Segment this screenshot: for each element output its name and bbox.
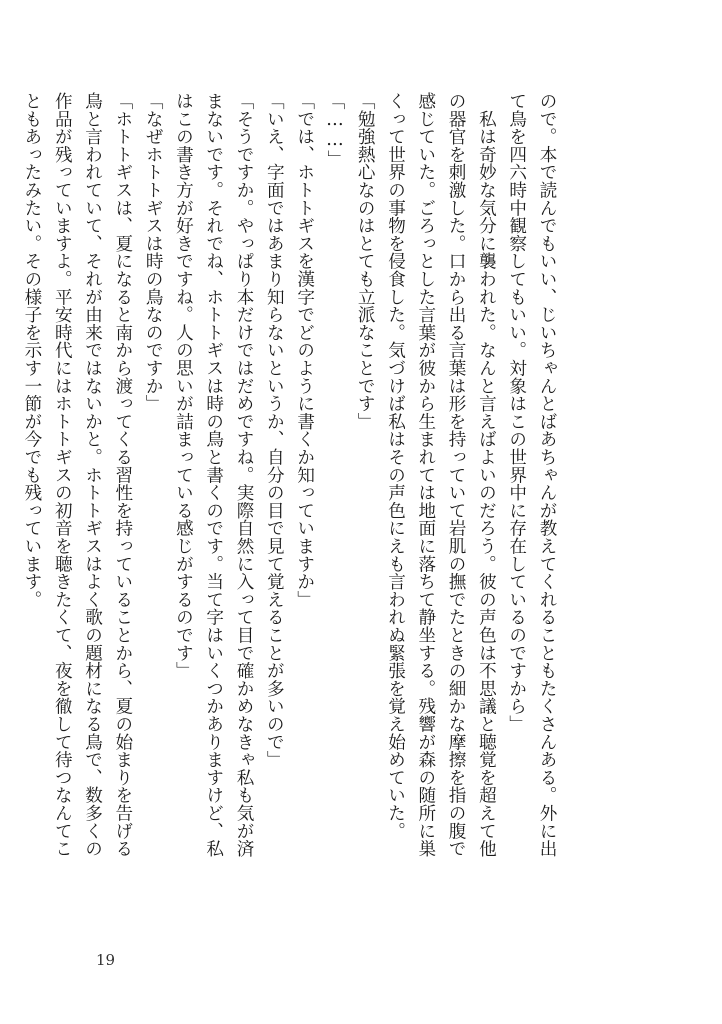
text-line: くって世界の事物を侵食した。気づけば私はその声色にえも言われぬ緊張を覚え始めていた。 bbox=[385, 92, 406, 840]
text-line: 「なぜホトトギスは時の鳥なのですか」 bbox=[143, 92, 164, 413]
text-line: 「では、ホトトギスを漢字でどのように書くか知っていますか」 bbox=[294, 92, 315, 609]
page-number: 19 bbox=[96, 951, 116, 969]
text-line: 「勉強熱心なのはとても立派なことです」 bbox=[355, 92, 376, 431]
text-line: ので。本で読んでもいい、じいちゃんとばあちゃんが教えてくれることもたくさんある。外に出 bbox=[537, 92, 557, 858]
text-line: ともあったみたい。その様子を示す一節が今でも残っています。 bbox=[21, 92, 42, 609]
text-line: 「……」 bbox=[324, 92, 345, 168]
text-line: 作品が残っていますよ。平安時代にはホトトギスの初音を聴きたくて、夜を徹して待つなんてこ bbox=[52, 92, 73, 858]
text-line: 私は奇妙な気分に襲われた。なんと言えばよいのだろう。彼の声色は不思議と聴覚を超えて他 bbox=[476, 92, 497, 858]
vertical-text-body bbox=[21, 92, 562, 924]
text-line: 「いえ、字面ではあまり知らないというか、自分の目で見て覚えることが多いので」 bbox=[264, 92, 285, 769]
text-line: の器官を刺激した。口から出る言葉は形を持っていて岩肌の撫でたときの細かな摩擦を指の腹で bbox=[446, 92, 467, 858]
text-line: はこの書き方が好きですね。人の思いが詰まっている感じがするのです」 bbox=[173, 92, 194, 680]
text-line: まないです。それでね、ホトトギスは時の鳥と書くのです。当て字はいくつかありますけど、私 bbox=[203, 92, 224, 858]
text-line: 鳥と言われていて、それが由来ではないかと。ホトトギスはよく歌の題材になる鳥で、数多くの bbox=[82, 92, 103, 858]
text-line: 「ホトトギスは、夏になると南から渡ってくる習性を持っていることから、夏の始まりを告げる bbox=[112, 92, 133, 858]
text-line: 感じていた。ごろっとした言葉が彼から生まれては地面に落ちて静坐する。残響が森の随所に巣 bbox=[415, 92, 436, 858]
text-line: て鳥を四六時中観察してもいい。対象はこの世界中に存在しているのですから」 bbox=[506, 92, 527, 733]
text-line: 「そうですか。やっぱり本だけではだめですね。実際自然に入って目で確かめなきゃ私も気が済 bbox=[234, 92, 255, 858]
